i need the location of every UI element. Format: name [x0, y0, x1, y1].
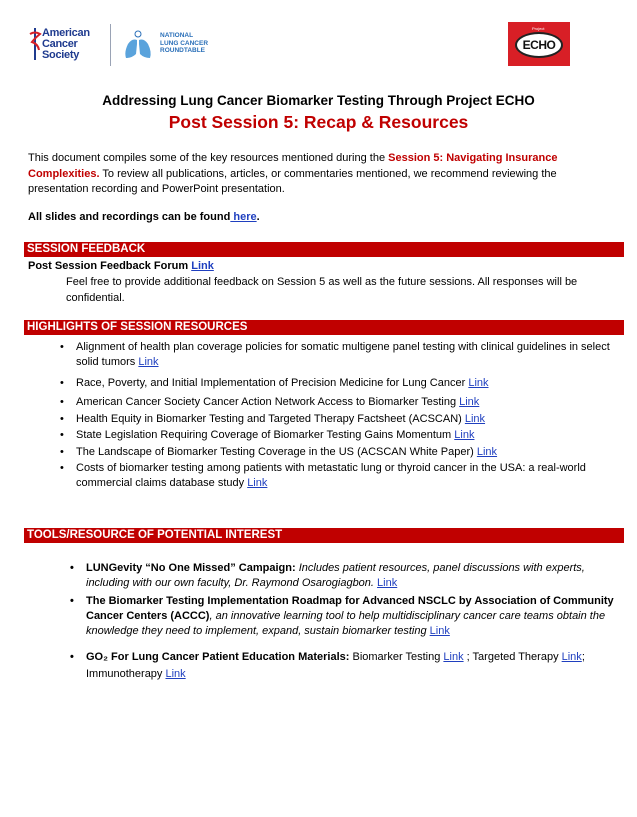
- intro-text-1: This document compiles some of the key resources mentioned during the: [28, 152, 389, 164]
- document-subtitle: Post Session 5: Recap & Resources: [168, 112, 469, 132]
- resource-link[interactable]: Link: [468, 377, 489, 389]
- list-item-text: American Cancer Society Cancer Action Network Access to Biomarker Testing: [76, 396, 460, 408]
- tool-text-3: ; Immunotherapy: [86, 651, 585, 680]
- tool-title: LUNGevity “No One Missed” Campaign:: [86, 562, 296, 574]
- all-slides-line: [28, 211, 260, 223]
- list-item-text: Costs of biomarker testing among patients with metastatic lung or thyroid cancer in the USA: a real-world commercial claims database study: [76, 462, 586, 489]
- resource-link[interactable]: Link: [464, 412, 486, 425]
- list-item: [70, 561, 625, 591]
- immunotherapy-link[interactable]: Link: [165, 668, 186, 680]
- tool-description: , an innovative learning tool to help multidisciplinary cancer care teams obtain the knowledge they need to implement, expand, sustain biomarker testing: [86, 610, 606, 637]
- tool-text-1: Biomarker Testing: [349, 651, 444, 663]
- all-slides-text: All slides and recordings can be found: [28, 211, 231, 223]
- biomarker-testing-link[interactable]: Link: [443, 651, 464, 663]
- resource-link[interactable]: Link: [459, 396, 480, 408]
- session-feedback-heading: SESSION FEEDBACK: [24, 242, 624, 257]
- list-item: [70, 594, 625, 639]
- targeted-therapy-link[interactable]: Link: [561, 651, 582, 663]
- list-item-text: The Landscape of Biomarker Testing Coverage in the US (ACSCAN White Paper): [76, 445, 477, 458]
- sword-icon: [28, 26, 42, 62]
- echo-oval: [515, 32, 563, 58]
- list-item: [60, 340, 615, 370]
- tool-description: Includes patient resources, panel discussions with experts, including with our own faculty, Dr. Raymond Osarogiagbon.: [86, 562, 585, 589]
- echo-logo-small-text: Project: [532, 26, 545, 31]
- list-item-text: Health Equity in Biomarker Testing and Targeted Therapy Factsheet (ACSCAN): [76, 412, 465, 425]
- list-item-text: Race, Poverty, and Initial Implementation of Precision Medicine for Lung Cancer: [76, 377, 469, 389]
- session-name: Session 5: Navigating Insurance Complexities.: [28, 152, 558, 180]
- national-lung-cancer-roundtable-logo: [122, 26, 222, 66]
- list-item: [60, 376, 615, 391]
- list-item: [70, 649, 625, 683]
- list-item-text: Alignment of health plan coverage policies for somatic multigene panel testing with clinical guidelines in select solid tumors: [76, 341, 610, 368]
- nlcr-logo-line3: ROUNDTABLE: [160, 47, 206, 54]
- nlcr-logo-line2: LUNG CANCER: [160, 39, 209, 47]
- lungevity-link[interactable]: Link: [377, 577, 398, 589]
- feedback-forum-title: Post Session Feedback Forum: [28, 260, 189, 272]
- logo-divider: [110, 24, 111, 66]
- list-item: [60, 461, 615, 491]
- project-echo-logo: [508, 22, 570, 66]
- resource-link[interactable]: Link: [454, 429, 475, 441]
- tool-title: The Biomarker Testing Implementation Roadmap for Advanced NSCLC by Association of Community Cancer Centers (ACCC): [86, 595, 614, 622]
- list-item: [60, 412, 615, 427]
- tool-title: GO₂ For Lung Cancer Patient Education Materials:: [86, 651, 350, 663]
- resource-link[interactable]: Link: [247, 477, 268, 489]
- here-link[interactable]: here: [230, 211, 257, 223]
- lungs-icon: [122, 26, 154, 62]
- feedback-forum-link[interactable]: Link: [191, 260, 214, 272]
- all-slides-end: .: [256, 211, 260, 223]
- acs-logo-line3: Society: [42, 49, 80, 61]
- highlights-list: [60, 340, 615, 493]
- resource-link[interactable]: Link: [138, 356, 159, 368]
- list-item-text: State Legislation Requiring Coverage of Biomarker Testing Gains Momentum: [76, 429, 455, 441]
- tools-list: [70, 561, 625, 683]
- intro-paragraph: [28, 151, 593, 198]
- list-item: [60, 445, 615, 460]
- document-title: Addressing Lung Cancer Biomarker Testing Through Project ECHO: [102, 93, 535, 108]
- highlights-heading: HIGHLIGHTS OF SESSION RESOURCES: [24, 320, 624, 335]
- tools-heading: TOOLS/RESOURCE OF POTENTIAL INTEREST: [24, 528, 624, 543]
- tool-text-2: ; Targeted Therapy: [463, 651, 562, 663]
- accc-roadmap-link[interactable]: Link: [429, 625, 450, 637]
- list-item: [60, 428, 615, 443]
- acs-logo-line2: Cancer: [42, 38, 78, 50]
- resource-link[interactable]: Link: [476, 445, 498, 458]
- feedback-body: Feel free to provide additional feedback on Session 5 as well as the future sessions. All responses will be confidential.: [66, 276, 578, 304]
- acs-logo-line1: American: [42, 27, 90, 39]
- echo-logo-word: ECHO: [522, 38, 556, 52]
- nlcr-logo-line1: NATIONAL: [160, 32, 194, 39]
- intro-text-2: To review all publications, articles, or commentaries mentioned, we recommend reviewing the presentation recording and PowerPoint presentation.: [28, 167, 557, 195]
- list-item: [60, 395, 615, 410]
- american-cancer-society-logo: [28, 26, 106, 66]
- feedback-forum-line: [28, 260, 214, 272]
